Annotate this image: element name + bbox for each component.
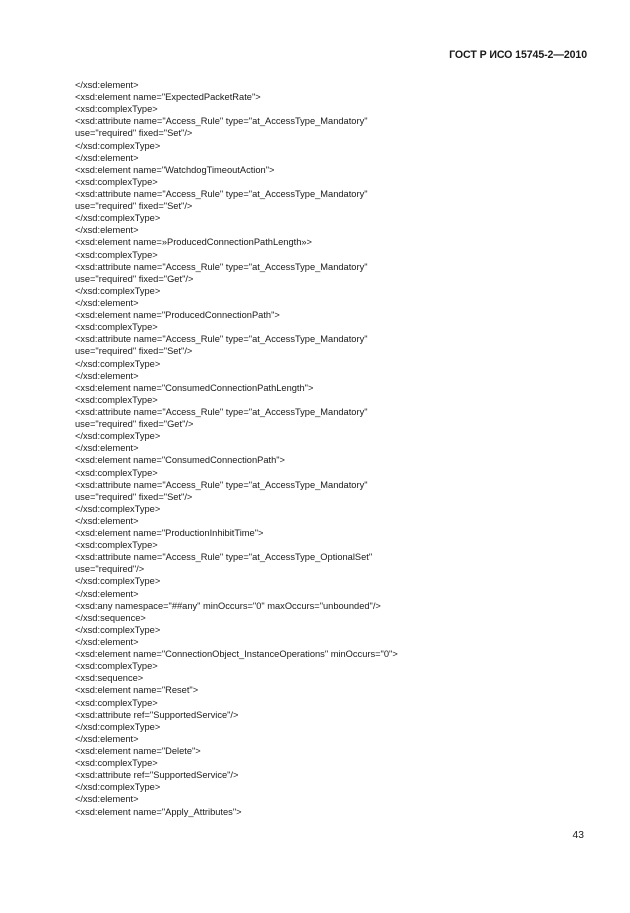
code-line: <xsd:any namespace="##any" minOccurs="0" maxOccurs="unbounded"/>: [75, 600, 381, 611]
code-line: </xsd:element>: [75, 794, 139, 805]
code-line: use="required" fixed="Set"/>: [75, 201, 193, 212]
code-line: </xsd:complexType>: [75, 358, 161, 369]
code-line: </xsd:element>: [75, 370, 139, 381]
code-line: <xsd:attribute ref="SupportedService"/>: [75, 770, 239, 781]
page-number: 43: [572, 830, 584, 841]
code-line: </xsd:element>: [75, 297, 139, 308]
code-line: <xsd:element name="Reset">: [75, 685, 199, 696]
code-line: </xsd:complexType>: [75, 576, 161, 587]
code-line: </xsd:complexType>: [75, 624, 161, 635]
code-line: <xsd:complexType>: [75, 540, 158, 551]
code-line: <xsd:element name="WatchdogTimeoutAction">: [75, 164, 275, 175]
code-line: </xsd:element>: [75, 225, 139, 236]
code-line: <xsd:complexType>: [75, 467, 158, 478]
code-line: use="required" fixed="Set"/>: [75, 128, 193, 139]
code-line: <xsd:element name="Apply_Attributes">: [75, 806, 242, 817]
code-line: <xsd:complexType>: [75, 104, 158, 115]
code-line: use="required" fixed="Set"/>: [75, 346, 193, 357]
code-line: </xsd:complexType>: [75, 782, 161, 793]
code-line: </xsd:element>: [75, 152, 139, 163]
code-line: <xsd:attribute ref="SupportedService"/>: [75, 709, 239, 720]
code-line: use="required" fixed="Get"/>: [75, 273, 194, 284]
code-line: <xsd:element name="ProductionInhibitTime">: [75, 528, 264, 539]
code-line: <xsd:element name="ConsumedConnectionPath">: [75, 455, 285, 466]
code-line: <xsd:attribute name="Access_Rule" type="at_AccessType_Mandatory": [75, 188, 368, 199]
code-line: </xsd:sequence>: [75, 612, 146, 623]
code-line: <xsd:sequence>: [75, 673, 144, 684]
code-line: </xsd:complexType>: [75, 285, 161, 296]
xsd-code-listing: [75, 79, 595, 818]
code-line: use="required" fixed="Get"/>: [75, 419, 194, 430]
code-line: <xsd:element name="Delete">: [75, 746, 201, 757]
code-line: </xsd:complexType>: [75, 503, 161, 514]
code-line: <xsd:element name="ConnectionObject_InstanceOperations" minOccurs="0">: [75, 649, 398, 660]
code-line: <xsd:complexType>: [75, 661, 158, 672]
code-line: <xsd:element name="ConsumedConnectionPathLength">: [75, 382, 314, 393]
code-line: <xsd:attribute name="Access_Rule" type="at_AccessType_Mandatory": [75, 116, 368, 127]
code-line: <xsd:complexType>: [75, 697, 158, 708]
code-line: <xsd:element name=»ProducedConnectionPathLength»>: [75, 237, 312, 248]
code-line: use="required"/>: [75, 564, 145, 575]
code-line: </xsd:element>: [75, 588, 139, 599]
code-line: use="required" fixed="Set"/>: [75, 491, 193, 502]
code-line: <xsd:element name="ProducedConnectionPath">: [75, 310, 280, 321]
code-line: <xsd:complexType>: [75, 176, 158, 187]
code-line: <xsd:complexType>: [75, 249, 158, 260]
standard-code-header: ГОСТ Р ИСО 15745-2—2010: [449, 49, 587, 61]
code-line: </xsd:element>: [75, 733, 139, 744]
code-line: <xsd:complexType>: [75, 758, 158, 769]
code-line: <xsd:element name="ExpectedPacketRate">: [75, 92, 261, 103]
code-line: <xsd:complexType>: [75, 394, 158, 405]
code-line: </xsd:element>: [75, 80, 139, 90]
code-line: </xsd:complexType>: [75, 721, 161, 732]
code-line: <xsd:attribute name="Access_Rule" type="at_AccessType_OptionalSet": [75, 552, 373, 563]
code-line: </xsd:complexType>: [75, 140, 161, 151]
code-line: </xsd:element>: [75, 637, 139, 648]
code-line: <xsd:attribute name="Access_Rule" type="at_AccessType_Mandatory": [75, 261, 368, 272]
code-line: <xsd:complexType>: [75, 322, 158, 333]
code-line: <xsd:attribute name="Access_Rule" type="at_AccessType_Mandatory": [75, 406, 368, 417]
code-line: </xsd:complexType>: [75, 431, 161, 442]
code-line: </xsd:complexType>: [75, 213, 161, 224]
code-line: <xsd:attribute name="Access_Rule" type="at_AccessType_Mandatory": [75, 334, 368, 345]
code-line: </xsd:element>: [75, 515, 139, 526]
code-line: <xsd:attribute name="Access_Rule" type="at_AccessType_Mandatory": [75, 479, 368, 490]
code-line: </xsd:element>: [75, 443, 139, 454]
